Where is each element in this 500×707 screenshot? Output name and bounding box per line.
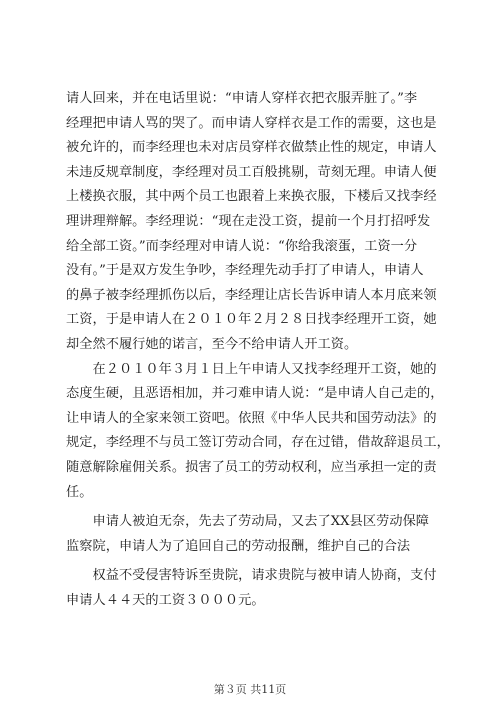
text-line: 被允许的，而李经理也未对店员穿样衣做禁止性的规定，申请人 [66, 140, 437, 156]
text-line: 任。 [66, 484, 93, 500]
text-line: 的鼻子被李经理抓伤以后，李经理让店长告诉申请人本月底来领 [66, 287, 437, 303]
paragraph-4 [66, 564, 438, 613]
document-body [66, 87, 450, 613]
text-line: 没有。”于是双方发生争吵，李经理先动手打了申请人，申请人 [66, 263, 424, 279]
text-line: 申请人被迫无奈，先去了劳动局，又去了XX县区劳动保障 [66, 514, 430, 530]
text-line: 在２０１０年３月１日上午申请人又找李经理开工资，她的 [66, 361, 437, 377]
page-number-footer: 第３页 共11页 [213, 683, 287, 696]
text-line: 让申请人的全家来领工资吧。依照《中华人民共和国劳动法》的 [66, 410, 437, 426]
text-line: 上楼换衣服，其中两个员工也跟着上来换衣服，下楼后又找李经 [66, 189, 437, 205]
text-line: 经理把申请人骂的哭了。而申请人穿样衣是工作的需要，这也是 [66, 115, 437, 131]
text-line: 随意解除雇佣关系。损害了员工的劳动权利，应当承担一定的责 [66, 459, 437, 475]
paragraph-3 [66, 510, 438, 559]
text-line: 权益不受侵害特诉至贵院，请求贵院与被申请人协商，支付 [66, 568, 437, 584]
text-line: 态度生硬，且恶语相加，并刁难申请人说：“是申请人自己走的， [66, 386, 444, 402]
text-line: 给全部工资。”而李经理对申请人说：“你给我滚蛋，工资一分 [66, 238, 418, 254]
text-line: 却全然不履行她的诺言，至今不给申请人开工资。 [66, 336, 358, 352]
text-line: 规定，李经理不与员工签订劳动合同，存在过错，借故辞退员工， [66, 435, 450, 451]
text-line: 监察院，申请人为了追回自己的劳动报酬，维护自己的合法 [66, 538, 411, 554]
paragraph-2 [66, 358, 450, 506]
text-line: 理讲理辩解。李经理说：“现在走没工资，提前一个月打招呼发 [66, 213, 431, 229]
text-line: 工资，于是申请人在２０１０年２月２８日找李经理开工资，她 [66, 312, 437, 328]
text-line: 未违反规章制度，李经理对员工百般挑剔，苛刻无理。申请人便 [66, 164, 437, 180]
paragraph-1 [66, 87, 438, 358]
text-line: 申请人４４天的工资３０００元。 [66, 592, 265, 608]
text-line: 请人回来，并在电话里说：“申请人穿样衣把衣服弄脏了。”李 [66, 91, 418, 106]
